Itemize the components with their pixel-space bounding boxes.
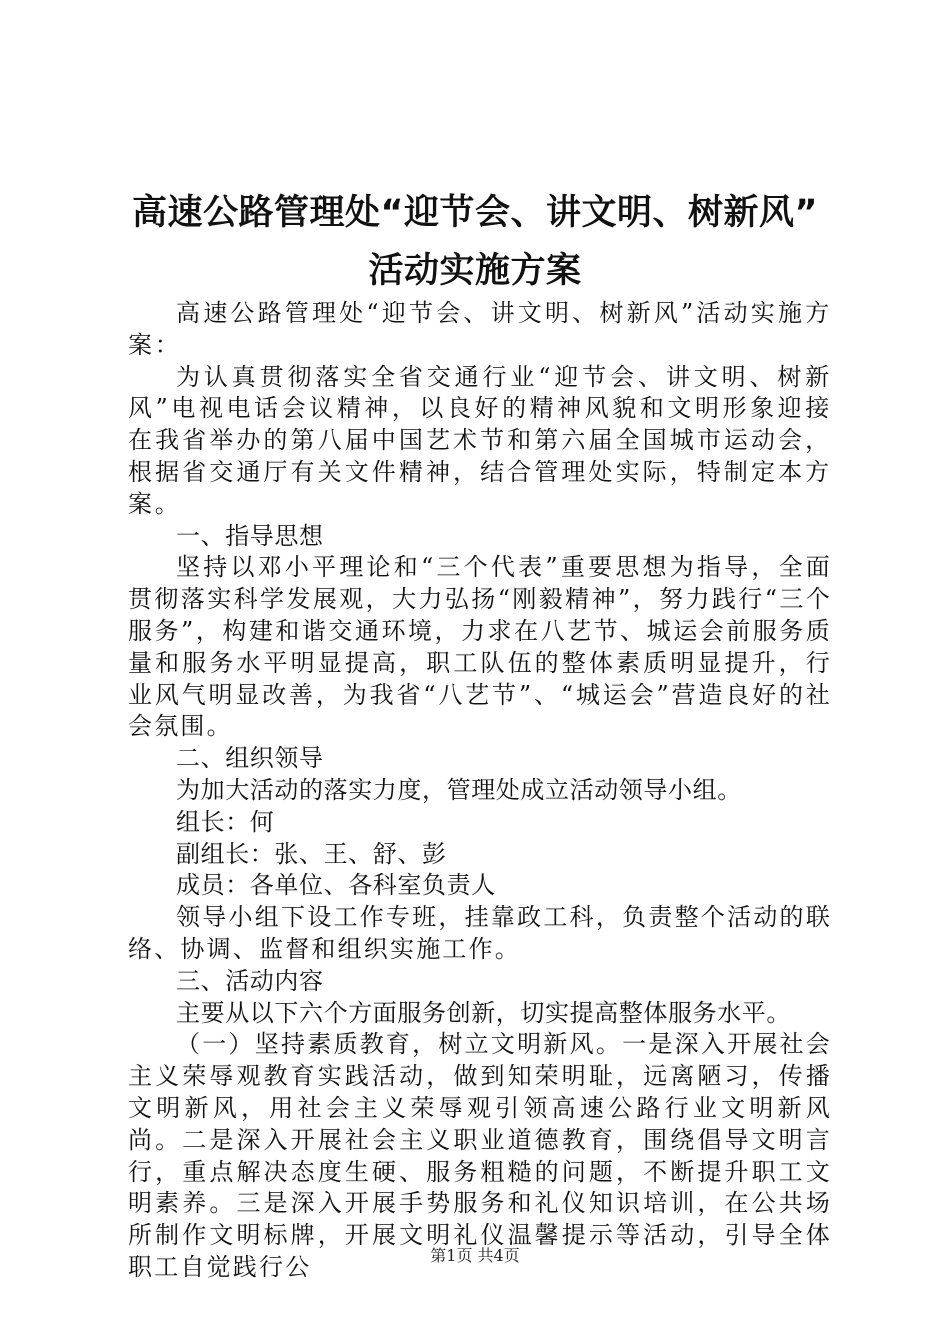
paragraph-deputy-leaders: 副组长：张、王、舒、彭 (176, 839, 447, 868)
paragraph-working-group: 领导小组下设工作专班，挂靠政工科，负责整个活动的联络、协调、监督和组织实施工作。 (128, 903, 832, 963)
paragraph-item-one: （一）坚持素质教育，树立文明新风。一是深入开展社会主义荣辱观教育实践活动，做到知荣明耻，远离陋习，传播文明新风，用社会主义荣辱观引领高速公路行业文明新风尚。二是深入开展社会主义职业道德教育，围绕倡导文明言行，重点解决态度生硬、服务粗糙的问题，不断提升职工文明素养。三是深入开展手势服务和礼仪知识培训，在公共场所制作文明标牌，开展文明礼仪温馨提示等活动，引导全体职工自觉践行公 (128, 1030, 832, 1281)
document-body (128, 298, 832, 1284)
page-footer: 第1页 共4页 (430, 1246, 520, 1265)
paragraph-purpose: 为认真贯彻落实全省交通行业“迎节会、讲文明、树新风”电视电话会议精神，以良好的精神风貌和文明形象迎接在我省举办的第八届中国艺术节和第六届全国城市运动会，根据省交通厅有关文件精神，结合管理处实际，特制定本方案。 (128, 362, 832, 518)
section-heading-organization: 二、组织领导 (176, 744, 324, 773)
document-title-line-2: 活动实施方案 (368, 251, 582, 291)
section-heading-activity-content: 三、活动内容 (176, 966, 324, 995)
section-heading-guiding-ideology: 一、指导思想 (176, 521, 324, 550)
paragraph-members: 成员：各单位、各科室负责人 (176, 871, 496, 900)
paragraph-intro: 高速公路管理处“迎节会、讲文明、树新风”活动实施方案： (128, 299, 832, 359)
paragraph-guiding-ideology: 坚持以邓小平理论和“三个代表”重要思想为指导，全面贯彻落实科学发展观，大力弘扬“刚毅精神”，努力践行“三个服务”，构建和谐交通环境，力求在八艺节、城运会前服务质量和服务水平明显提高，职工队伍的整体素质明显提升，行业风气明显改善，为我省“八艺节”、“城运会”营造良好的社会氛围。 (128, 553, 832, 741)
paragraph-activity-summary: 主要从以下六个方面服务创新，切实提高整体服务水平。 (176, 998, 791, 1027)
paragraph-group-leader: 组长：何 (176, 807, 275, 836)
document-title-line-1: 高速公路管理处“迎节会、讲文明、树新风” (131, 193, 818, 233)
paragraph-organization: 为加大活动的落实力度，管理处成立活动领导小组。 (176, 775, 742, 804)
